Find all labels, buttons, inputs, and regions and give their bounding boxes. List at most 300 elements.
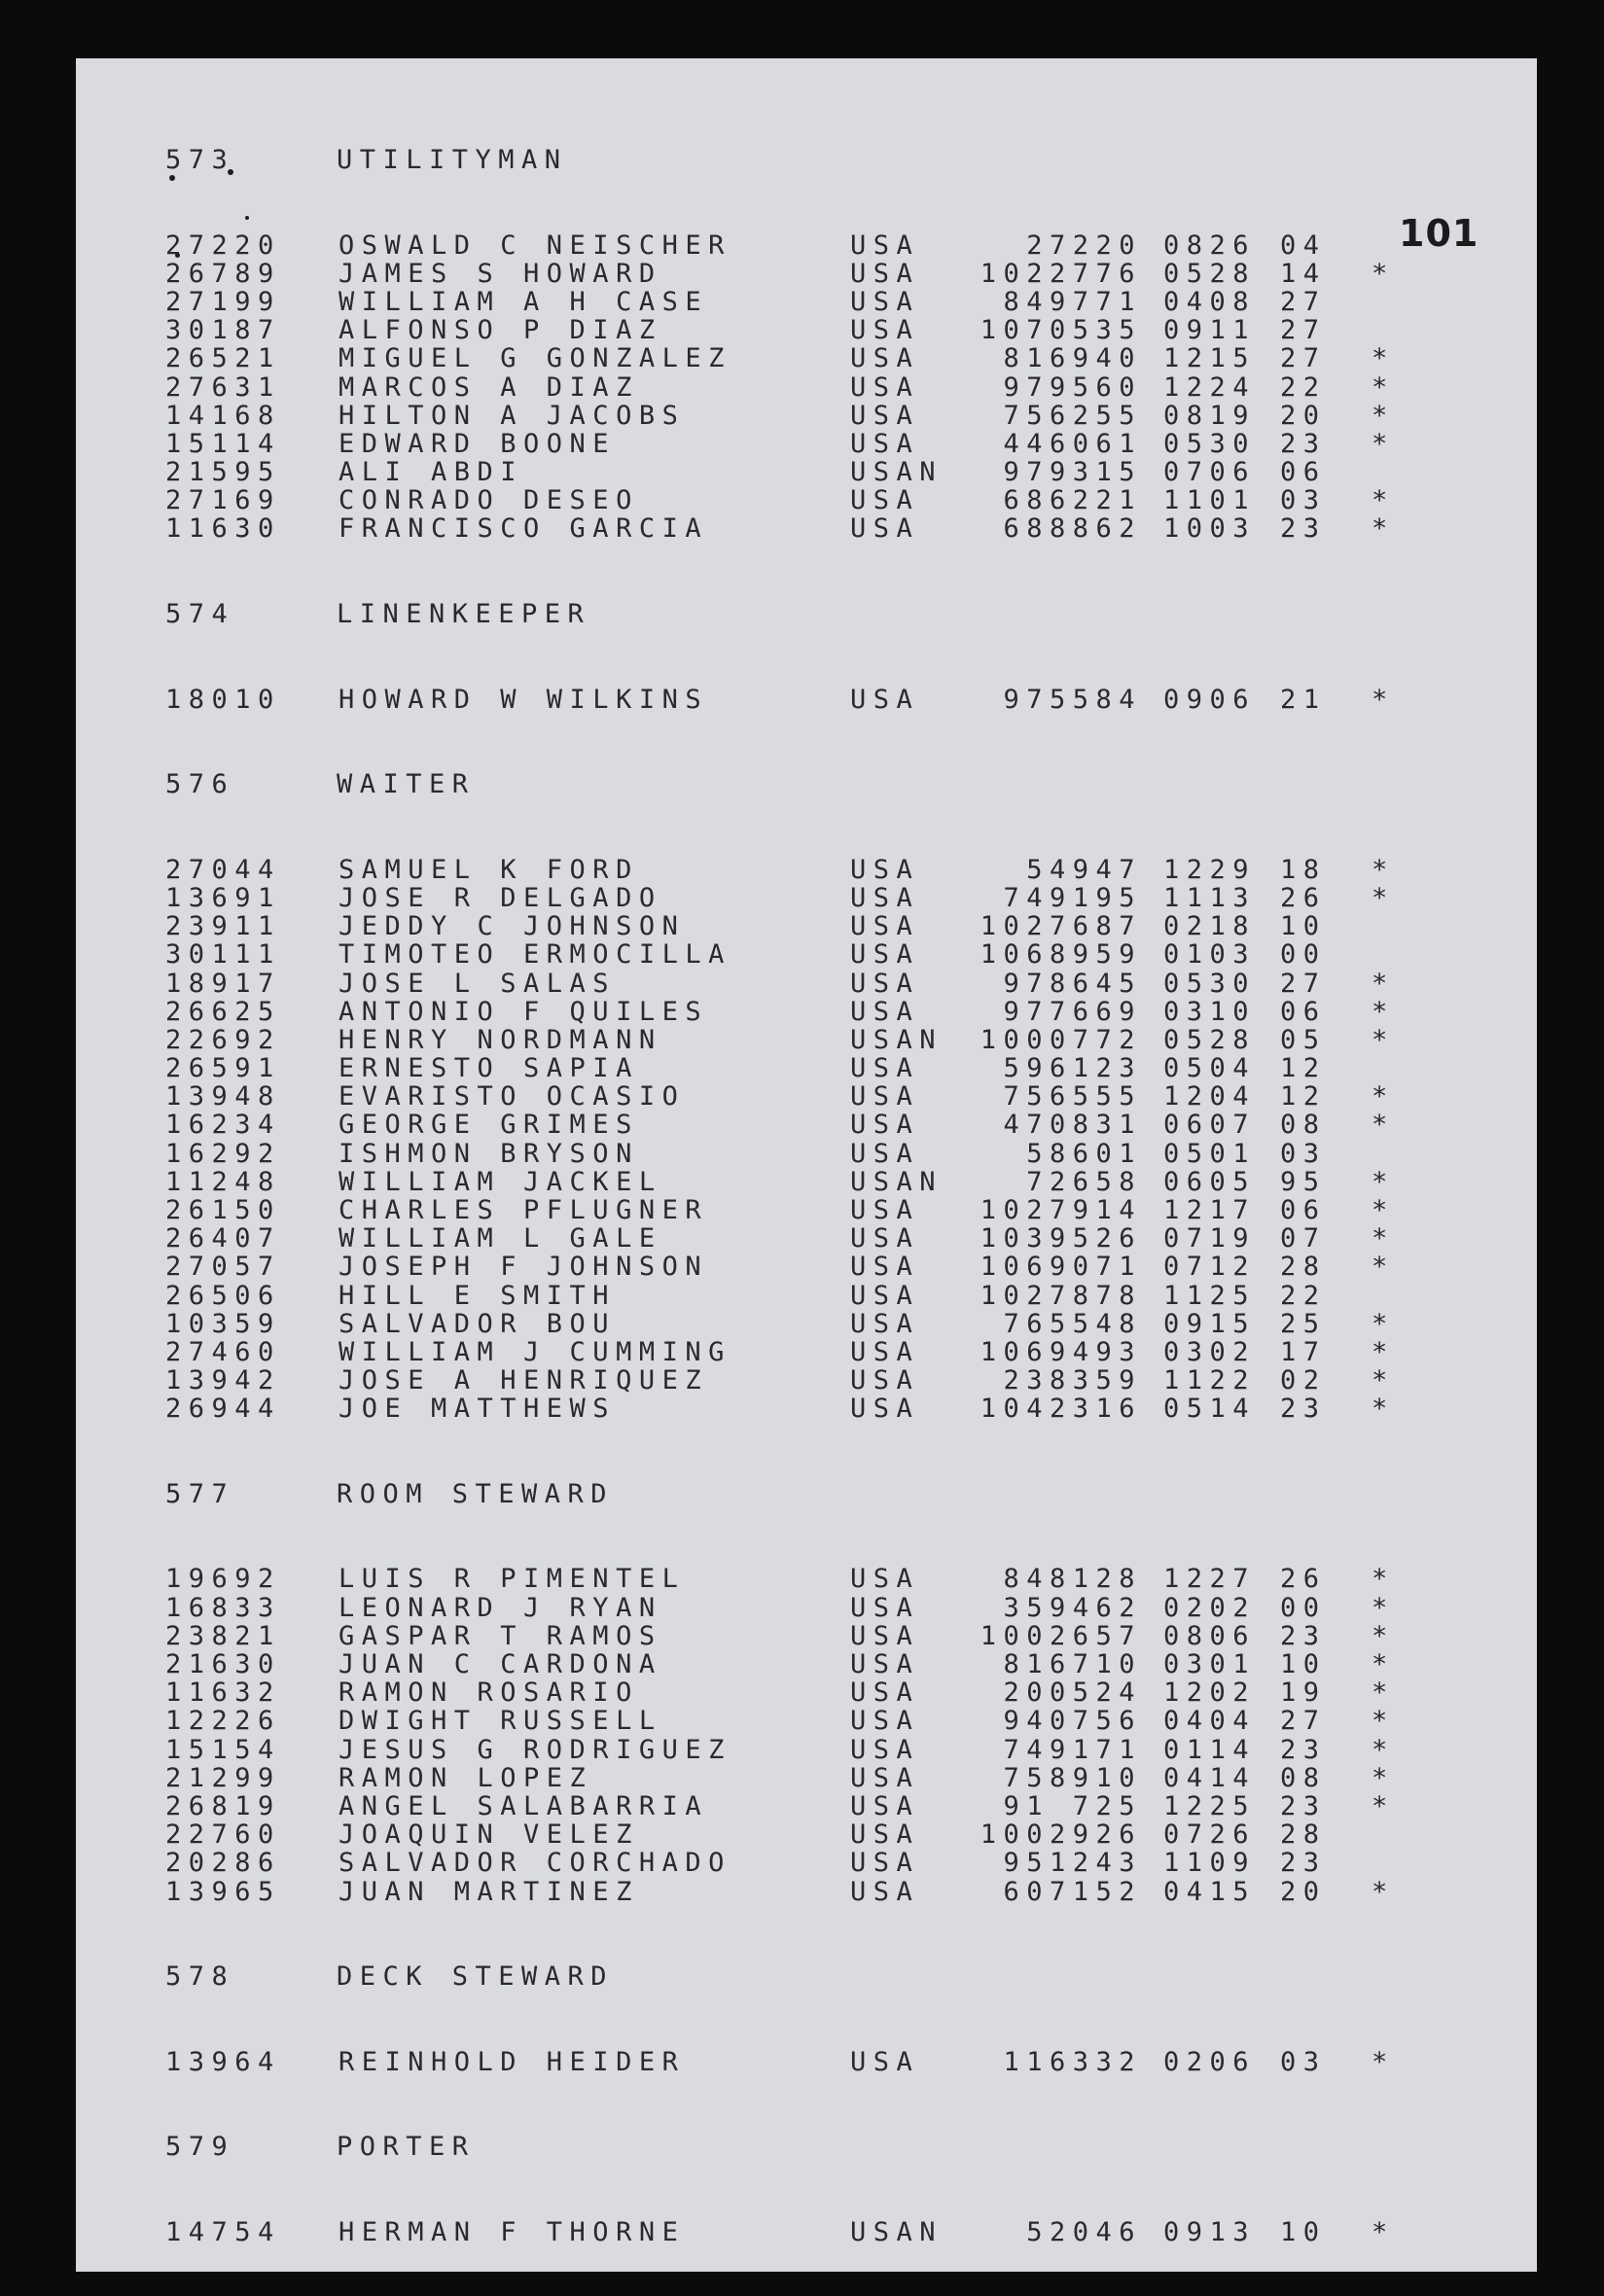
date-code: 1204 bbox=[1163, 1081, 1257, 1113]
flag-mark: * bbox=[1372, 1592, 1395, 1623]
citizenship: USA bbox=[850, 968, 920, 999]
employee-name: WILLIAM A H CASE bbox=[339, 286, 709, 317]
flag-mark: * bbox=[1372, 485, 1395, 516]
status-code: 23 bbox=[1280, 428, 1327, 459]
status-code: 06 bbox=[1280, 996, 1327, 1027]
status-code: 27 bbox=[1280, 968, 1327, 999]
spacer bbox=[165, 1424, 1469, 1480]
document-number: 446061 bbox=[1003, 428, 1142, 459]
page-number: 101 bbox=[1399, 212, 1479, 255]
status-code: 03 bbox=[1280, 2046, 1327, 2077]
date-code: 1224 bbox=[1163, 371, 1257, 403]
employee-name: HERMAN F THORNE bbox=[339, 2216, 686, 2247]
table-row bbox=[165, 856, 1469, 884]
employee-id: 20286 bbox=[165, 1848, 281, 1879]
spacer bbox=[165, 628, 1469, 685]
flag-mark: * bbox=[1372, 2046, 1395, 2077]
section-header bbox=[165, 770, 1469, 798]
employee-id: 18917 bbox=[165, 968, 281, 999]
citizenship: USAN bbox=[850, 1024, 944, 1055]
table-row bbox=[165, 940, 1469, 969]
table-row bbox=[165, 1366, 1469, 1395]
section-title: DECK STEWARD bbox=[337, 1961, 615, 1993]
table-row bbox=[165, 1082, 1469, 1111]
table-row bbox=[165, 1140, 1469, 1168]
document-number: 756255 bbox=[1003, 400, 1142, 431]
table-row bbox=[165, 1764, 1469, 1792]
section-header bbox=[165, 1480, 1469, 1508]
status-code: 23 bbox=[1280, 1790, 1327, 1821]
date-code: 1003 bbox=[1163, 513, 1257, 545]
section-577 bbox=[165, 1480, 1469, 1962]
employee-id: 27460 bbox=[165, 1336, 281, 1367]
table-row bbox=[165, 373, 1469, 402]
table-row bbox=[165, 344, 1469, 372]
flag-mark: * bbox=[1372, 1365, 1395, 1396]
employee-name: JOSE L SALAS bbox=[339, 968, 617, 999]
document-number: 58601 bbox=[1026, 1138, 1142, 1169]
document-number: 816940 bbox=[1003, 343, 1142, 374]
date-code: 0114 bbox=[1163, 1734, 1257, 1765]
document-number: 1042316 bbox=[980, 1394, 1142, 1425]
citizenship: USA bbox=[850, 1790, 920, 1821]
date-code: 0530 bbox=[1163, 968, 1257, 999]
date-code: 1125 bbox=[1163, 1280, 1257, 1311]
flag-mark: * bbox=[1372, 1734, 1395, 1765]
flag-mark: * bbox=[1372, 882, 1395, 913]
date-code: 0726 bbox=[1163, 1819, 1257, 1851]
status-code: 02 bbox=[1280, 1365, 1327, 1396]
status-code: 22 bbox=[1280, 371, 1327, 403]
employee-name: WILLIAM L GALE bbox=[339, 1223, 662, 1254]
date-code: 0404 bbox=[1163, 1706, 1257, 1737]
date-code: 0206 bbox=[1163, 2046, 1257, 2077]
citizenship: USA bbox=[850, 1564, 920, 1595]
citizenship: USAN bbox=[850, 1166, 944, 1197]
section-header bbox=[165, 146, 1469, 174]
employee-name: DWIGHT RUSSELL bbox=[339, 1706, 662, 1737]
employee-name: SALVADOR CORCHADO bbox=[339, 1848, 731, 1879]
section-code: 573 bbox=[165, 145, 235, 175]
flag-mark: * bbox=[1372, 1024, 1395, 1055]
employee-name: HENRY NORDMANN bbox=[339, 1024, 662, 1055]
table-row bbox=[165, 1395, 1469, 1423]
spacer bbox=[165, 2076, 1469, 2133]
flag-mark: * bbox=[1372, 513, 1395, 545]
table-row bbox=[165, 686, 1469, 714]
citizenship: USA bbox=[850, 684, 920, 715]
status-code: 03 bbox=[1280, 1138, 1327, 1169]
table-row bbox=[165, 1878, 1469, 1906]
document-number: 978645 bbox=[1003, 968, 1142, 999]
document-number: 1069493 bbox=[980, 1336, 1142, 1367]
date-code: 1225 bbox=[1163, 1790, 1257, 1821]
citizenship: USA bbox=[850, 1649, 920, 1680]
employee-id: 22692 bbox=[165, 1024, 281, 1055]
document-number: 1000772 bbox=[980, 1024, 1142, 1055]
status-code: 27 bbox=[1280, 286, 1327, 317]
employee-id: 13942 bbox=[165, 1365, 281, 1396]
status-code: 00 bbox=[1280, 1592, 1327, 1623]
document-number: 758910 bbox=[1003, 1762, 1142, 1793]
employee-id: 27044 bbox=[165, 854, 281, 885]
document-number: 116332 bbox=[1003, 2046, 1142, 2077]
status-code: 08 bbox=[1280, 1762, 1327, 1793]
document-number: 470831 bbox=[1003, 1110, 1142, 1141]
employee-id: 21299 bbox=[165, 1762, 281, 1793]
employee-id: 27199 bbox=[165, 286, 281, 317]
flag-mark: * bbox=[1372, 1790, 1395, 1821]
employee-id: 15154 bbox=[165, 1734, 281, 1765]
section-code: 576 bbox=[165, 769, 235, 800]
section-code: 577 bbox=[165, 1478, 235, 1509]
table-row bbox=[165, 1792, 1469, 1820]
employee-id: 30111 bbox=[165, 939, 281, 971]
status-code: 12 bbox=[1280, 1081, 1327, 1113]
status-code: 19 bbox=[1280, 1678, 1327, 1709]
date-code: 0911 bbox=[1163, 315, 1257, 346]
flag-mark bbox=[1372, 1282, 1401, 1310]
citizenship: USA bbox=[850, 1110, 920, 1141]
document-number: 359462 bbox=[1003, 1592, 1142, 1623]
flag-mark: * bbox=[1372, 854, 1395, 885]
citizenship: USA bbox=[850, 1252, 920, 1283]
table-row bbox=[165, 1026, 1469, 1054]
flag-mark: * bbox=[1372, 1762, 1395, 1793]
spacer bbox=[165, 1508, 1469, 1565]
table-row bbox=[165, 1168, 1469, 1196]
document-number: 951243 bbox=[1003, 1848, 1142, 1879]
citizenship: USA bbox=[850, 1195, 920, 1226]
flag-mark: * bbox=[1372, 1649, 1395, 1680]
employee-id: 26625 bbox=[165, 996, 281, 1027]
status-code: 04 bbox=[1280, 230, 1327, 261]
date-code: 0906 bbox=[1163, 684, 1257, 715]
citizenship: USA bbox=[850, 939, 920, 971]
table-row bbox=[165, 1678, 1469, 1707]
spacer bbox=[165, 1906, 1469, 1962]
flag-mark: * bbox=[1372, 1678, 1395, 1709]
date-code: 0706 bbox=[1163, 457, 1257, 488]
table-row bbox=[165, 514, 1469, 543]
status-code: 27 bbox=[1280, 315, 1327, 346]
section-code: 579 bbox=[165, 2132, 235, 2163]
employee-id: 10359 bbox=[165, 1308, 281, 1339]
employee-id: 15114 bbox=[165, 428, 281, 459]
citizenship: USA bbox=[850, 1848, 920, 1879]
employee-id: 26591 bbox=[165, 1053, 281, 1084]
date-code: 0915 bbox=[1163, 1308, 1257, 1339]
employee-name: ANGEL SALABARRIA bbox=[339, 1790, 709, 1821]
citizenship: USA bbox=[850, 1620, 920, 1651]
table-row bbox=[165, 1224, 1469, 1253]
date-code: 0819 bbox=[1163, 400, 1257, 431]
employee-name: RAMON LOPEZ bbox=[339, 1762, 593, 1793]
status-code: 27 bbox=[1280, 343, 1327, 374]
employee-name: LUIS R PIMENTEL bbox=[339, 1564, 686, 1595]
flag-mark bbox=[1372, 912, 1401, 940]
document-number: 749195 bbox=[1003, 882, 1142, 913]
citizenship: USA bbox=[850, 1592, 920, 1623]
citizenship: USA bbox=[850, 513, 920, 545]
document-number: 1002926 bbox=[980, 1819, 1142, 1851]
employee-name: WILLIAM JACKEL bbox=[339, 1166, 662, 1197]
employee-id: 18010 bbox=[165, 684, 281, 715]
table-row bbox=[165, 1111, 1469, 1139]
date-code: 1101 bbox=[1163, 485, 1257, 516]
flag-mark: * bbox=[1372, 343, 1395, 374]
section-579 bbox=[165, 2133, 1469, 2246]
employee-name: JOE MATTHEWS bbox=[339, 1394, 617, 1425]
employee-id: 26407 bbox=[165, 1223, 281, 1254]
date-code: 0414 bbox=[1163, 1762, 1257, 1793]
employee-name: MARCOS A DIAZ bbox=[339, 371, 639, 403]
status-code: 95 bbox=[1280, 1166, 1327, 1197]
section-title: PORTER bbox=[337, 2132, 476, 2163]
table-row bbox=[165, 402, 1469, 430]
flag-mark: * bbox=[1372, 1252, 1395, 1283]
employee-id: 21630 bbox=[165, 1649, 281, 1680]
table-row bbox=[165, 1820, 1469, 1849]
document-number: 596123 bbox=[1003, 1053, 1142, 1084]
section-code: 578 bbox=[165, 1961, 235, 1993]
status-code: 21 bbox=[1280, 684, 1327, 715]
citizenship: USA bbox=[850, 1336, 920, 1367]
table-row bbox=[165, 1650, 1469, 1678]
status-code: 10 bbox=[1280, 911, 1327, 942]
employee-name: EDWARD BOONE bbox=[339, 428, 617, 459]
spacer bbox=[165, 544, 1469, 600]
employee-id: 13965 bbox=[165, 1876, 281, 1907]
employee-id: 26521 bbox=[165, 343, 281, 374]
status-code: 00 bbox=[1280, 939, 1327, 971]
employee-id: 16292 bbox=[165, 1138, 281, 1169]
section-header bbox=[165, 1962, 1469, 1991]
employee-name: LEONARD J RYAN bbox=[339, 1592, 662, 1623]
employee-name: TIMOTEO ERMOCILLA bbox=[339, 939, 731, 971]
employee-id: 12226 bbox=[165, 1706, 281, 1737]
document-number: 72658 bbox=[1026, 1166, 1142, 1197]
status-code: 26 bbox=[1280, 882, 1327, 913]
employee-id: 27169 bbox=[165, 485, 281, 516]
spacer bbox=[165, 798, 1469, 855]
citizenship: USA bbox=[850, 286, 920, 317]
table-row bbox=[165, 1282, 1469, 1310]
status-code: 18 bbox=[1280, 854, 1327, 885]
status-code: 03 bbox=[1280, 485, 1327, 516]
employee-id: 23911 bbox=[165, 911, 281, 942]
document-number: 979315 bbox=[1003, 457, 1142, 488]
flag-mark bbox=[1372, 288, 1401, 316]
employee-id: 11632 bbox=[165, 1678, 281, 1709]
table-row bbox=[165, 486, 1469, 514]
flag-mark: * bbox=[1372, 1081, 1395, 1113]
document-number: 27220 bbox=[1026, 230, 1142, 261]
date-code: 0103 bbox=[1163, 939, 1257, 971]
employee-id: 26944 bbox=[165, 1394, 281, 1425]
date-code: 0530 bbox=[1163, 428, 1257, 459]
employee-name: OSWALD C NEISCHER bbox=[339, 230, 731, 261]
citizenship: USAN bbox=[850, 2216, 944, 2247]
document-number: 52046 bbox=[1026, 2216, 1142, 2247]
date-code: 0528 bbox=[1163, 1024, 1257, 1055]
employee-name: ANTONIO F QUILES bbox=[339, 996, 709, 1027]
document-number: 200524 bbox=[1003, 1678, 1142, 1709]
employee-name: JOSE A HENRIQUEZ bbox=[339, 1365, 709, 1396]
employee-name: SAMUEL K FORD bbox=[339, 854, 639, 885]
date-code: 1113 bbox=[1163, 882, 1257, 913]
document-number: 1022776 bbox=[980, 258, 1142, 289]
employee-name: REINHOLD HEIDER bbox=[339, 2046, 686, 2077]
flag-mark bbox=[1372, 458, 1401, 486]
section-578 bbox=[165, 1962, 1469, 2133]
date-code: 0302 bbox=[1163, 1336, 1257, 1367]
citizenship: USA bbox=[850, 1394, 920, 1425]
employee-id: 27631 bbox=[165, 371, 281, 403]
flag-mark: * bbox=[1372, 1110, 1395, 1141]
citizenship: USA bbox=[850, 882, 920, 913]
date-code: 1227 bbox=[1163, 1564, 1257, 1595]
document-number: 607152 bbox=[1003, 1876, 1142, 1907]
section-code: 574 bbox=[165, 599, 235, 630]
spacer bbox=[165, 1991, 1469, 2047]
date-code: 0528 bbox=[1163, 258, 1257, 289]
status-code: 23 bbox=[1280, 1394, 1327, 1425]
employee-id: 14168 bbox=[165, 400, 281, 431]
employee-id: 16833 bbox=[165, 1592, 281, 1623]
employee-id: 27220 bbox=[165, 230, 281, 261]
date-code: 0301 bbox=[1163, 1649, 1257, 1680]
citizenship: USA bbox=[850, 1138, 920, 1169]
citizenship: USA bbox=[850, 1365, 920, 1396]
document-number: 1069071 bbox=[980, 1252, 1142, 1283]
date-code: 0712 bbox=[1163, 1252, 1257, 1283]
citizenship: USA bbox=[850, 258, 920, 289]
employee-name: ISHMON BRYSON bbox=[339, 1138, 639, 1169]
status-code: 27 bbox=[1280, 1706, 1327, 1737]
document-number: 940756 bbox=[1003, 1706, 1142, 1737]
document-number: 1027878 bbox=[980, 1280, 1142, 1311]
employee-name: ALI ABDI bbox=[339, 457, 524, 488]
table-row bbox=[165, 2048, 1469, 2076]
document-number: 1070535 bbox=[980, 315, 1142, 346]
document-number: 688862 bbox=[1003, 513, 1142, 545]
employee-name: JOSE R DELGADO bbox=[339, 882, 662, 913]
citizenship: USA bbox=[850, 1081, 920, 1113]
citizenship: USA bbox=[850, 1706, 920, 1737]
document-number: 1068959 bbox=[980, 939, 1142, 971]
table-row bbox=[165, 458, 1469, 486]
section-title: LINENKEEPER bbox=[337, 599, 591, 630]
table-row bbox=[165, 970, 1469, 998]
employee-name: GASPAR T RAMOS bbox=[339, 1620, 662, 1651]
employee-name: CHARLES PFLUGNER bbox=[339, 1195, 709, 1226]
section-header bbox=[165, 600, 1469, 628]
status-code: 06 bbox=[1280, 1195, 1327, 1226]
employee-name: GEORGE GRIMES bbox=[339, 1110, 639, 1141]
citizenship: USA bbox=[850, 485, 920, 516]
employee-name: JEDDY C JOHNSON bbox=[339, 911, 686, 942]
citizenship: USA bbox=[850, 1280, 920, 1311]
table-row bbox=[165, 1310, 1469, 1338]
status-code: 23 bbox=[1280, 1734, 1327, 1765]
section-576 bbox=[165, 770, 1469, 1480]
date-code: 0607 bbox=[1163, 1110, 1257, 1141]
status-code: 08 bbox=[1280, 1110, 1327, 1141]
status-code: 07 bbox=[1280, 1223, 1327, 1254]
flag-mark: * bbox=[1372, 2216, 1395, 2247]
document-number: 686221 bbox=[1003, 485, 1142, 516]
employee-id: 26789 bbox=[165, 258, 281, 289]
date-code: 0514 bbox=[1163, 1394, 1257, 1425]
date-code: 0202 bbox=[1163, 1592, 1257, 1623]
employee-name: JOSEPH F JOHNSON bbox=[339, 1252, 709, 1283]
citizenship: USA bbox=[850, 1734, 920, 1765]
status-code: 25 bbox=[1280, 1308, 1327, 1339]
document-number: 1002657 bbox=[980, 1620, 1142, 1651]
status-code: 26 bbox=[1280, 1564, 1327, 1595]
date-code: 0415 bbox=[1163, 1876, 1257, 1907]
employee-name: JESUS G RODRIGUEZ bbox=[339, 1734, 731, 1765]
table-row bbox=[165, 1196, 1469, 1224]
flag-mark bbox=[1372, 231, 1401, 260]
flag-mark: * bbox=[1372, 1706, 1395, 1737]
employee-name: MIGUEL G GONZALEZ bbox=[339, 343, 731, 374]
employee-name: FRANCISCO GARCIA bbox=[339, 513, 709, 545]
citizenship: USA bbox=[850, 343, 920, 374]
table-row bbox=[165, 1849, 1469, 1877]
table-row bbox=[165, 288, 1469, 316]
table-row bbox=[165, 260, 1469, 288]
employee-name: HILTON A JACOBS bbox=[339, 400, 686, 431]
flag-mark: * bbox=[1372, 684, 1395, 715]
personnel-list bbox=[165, 146, 1469, 2246]
table-row bbox=[165, 912, 1469, 940]
table-row bbox=[165, 2218, 1469, 2246]
employee-id: 21595 bbox=[165, 457, 281, 488]
table-row bbox=[165, 430, 1469, 458]
flag-mark: * bbox=[1372, 1336, 1395, 1367]
date-code: 0408 bbox=[1163, 286, 1257, 317]
document-number: 749171 bbox=[1003, 1734, 1142, 1765]
flag-mark: * bbox=[1372, 258, 1395, 289]
table-row bbox=[165, 231, 1469, 260]
employee-name: CONRADO DESEO bbox=[339, 485, 639, 516]
citizenship: USA bbox=[850, 1762, 920, 1793]
employee-name: JUAN C CARDONA bbox=[339, 1649, 662, 1680]
flag-mark: * bbox=[1372, 1195, 1395, 1226]
document-number: 756555 bbox=[1003, 1081, 1142, 1113]
citizenship: USA bbox=[850, 1223, 920, 1254]
table-row bbox=[165, 316, 1469, 344]
employee-name: WILLIAM J CUMMING bbox=[339, 1336, 731, 1367]
flag-mark bbox=[1372, 1849, 1401, 1877]
table-row bbox=[165, 1338, 1469, 1366]
employee-id: 26819 bbox=[165, 1790, 281, 1821]
date-code: 0310 bbox=[1163, 996, 1257, 1027]
employee-name: JAMES S HOWARD bbox=[339, 258, 662, 289]
employee-id: 26150 bbox=[165, 1195, 281, 1226]
date-code: 0719 bbox=[1163, 1223, 1257, 1254]
date-code: 0806 bbox=[1163, 1620, 1257, 1651]
citizenship: USA bbox=[850, 911, 920, 942]
citizenship: USA bbox=[850, 2046, 920, 2077]
status-code: 17 bbox=[1280, 1336, 1327, 1367]
citizenship: USA bbox=[850, 428, 920, 459]
flag-mark bbox=[1372, 940, 1401, 969]
citizenship: USA bbox=[850, 1308, 920, 1339]
section-573 bbox=[165, 146, 1469, 600]
